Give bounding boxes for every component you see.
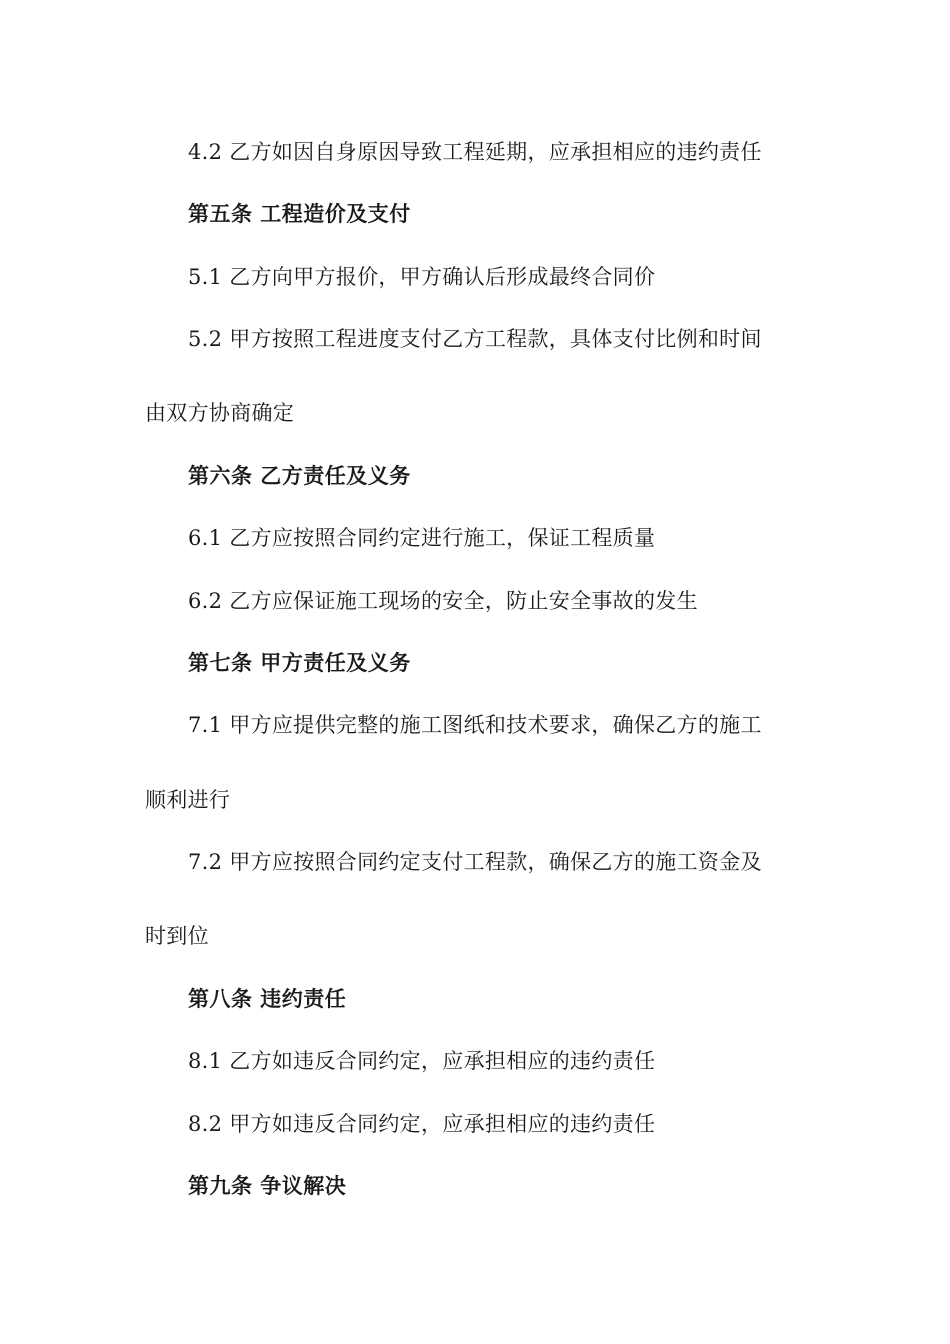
clause-7-2-continued: 时到位	[145, 924, 209, 948]
clause-6-1: 6.1 乙方应按照合同约定进行施工，保证工程质量	[188, 526, 656, 550]
clause-5-1: 5.1 乙方向甲方报价，甲方确认后形成最终合同价	[188, 265, 656, 289]
clause-5-2-continued: 由双方协商确定	[145, 401, 295, 425]
clause-8-1: 8.1 乙方如违反合同约定，应承担相应的违约责任	[188, 1049, 656, 1073]
clause-7-1: 7.1 甲方应提供完整的施工图纸和技术要求，确保乙方的施工	[188, 713, 762, 737]
article-8-heading: 第八条 违约责任	[188, 986, 347, 1011]
article-9-heading: 第九条 争议解决	[188, 1173, 347, 1198]
clause-4-2: 4.2 乙方如因自身原因导致工程延期，应承担相应的违约责任	[188, 140, 762, 164]
clause-7-1-continued: 顺利进行	[145, 788, 231, 812]
article-6-heading: 第六条 乙方责任及义务	[188, 463, 411, 488]
clause-8-2: 8.2 甲方如违反合同约定，应承担相应的违约责任	[188, 1112, 656, 1136]
clause-7-2: 7.2 甲方应按照合同约定支付工程款，确保乙方的施工资金及	[188, 850, 762, 874]
article-7-heading: 第七条 甲方责任及义务	[188, 650, 411, 675]
clause-5-2: 5.2 甲方按照工程进度支付乙方工程款，具体支付比例和时间	[188, 327, 762, 351]
clause-6-2: 6.2 乙方应保证施工现场的安全，防止安全事故的发生	[188, 589, 698, 613]
article-5-heading: 第五条 工程造价及支付	[188, 201, 411, 226]
